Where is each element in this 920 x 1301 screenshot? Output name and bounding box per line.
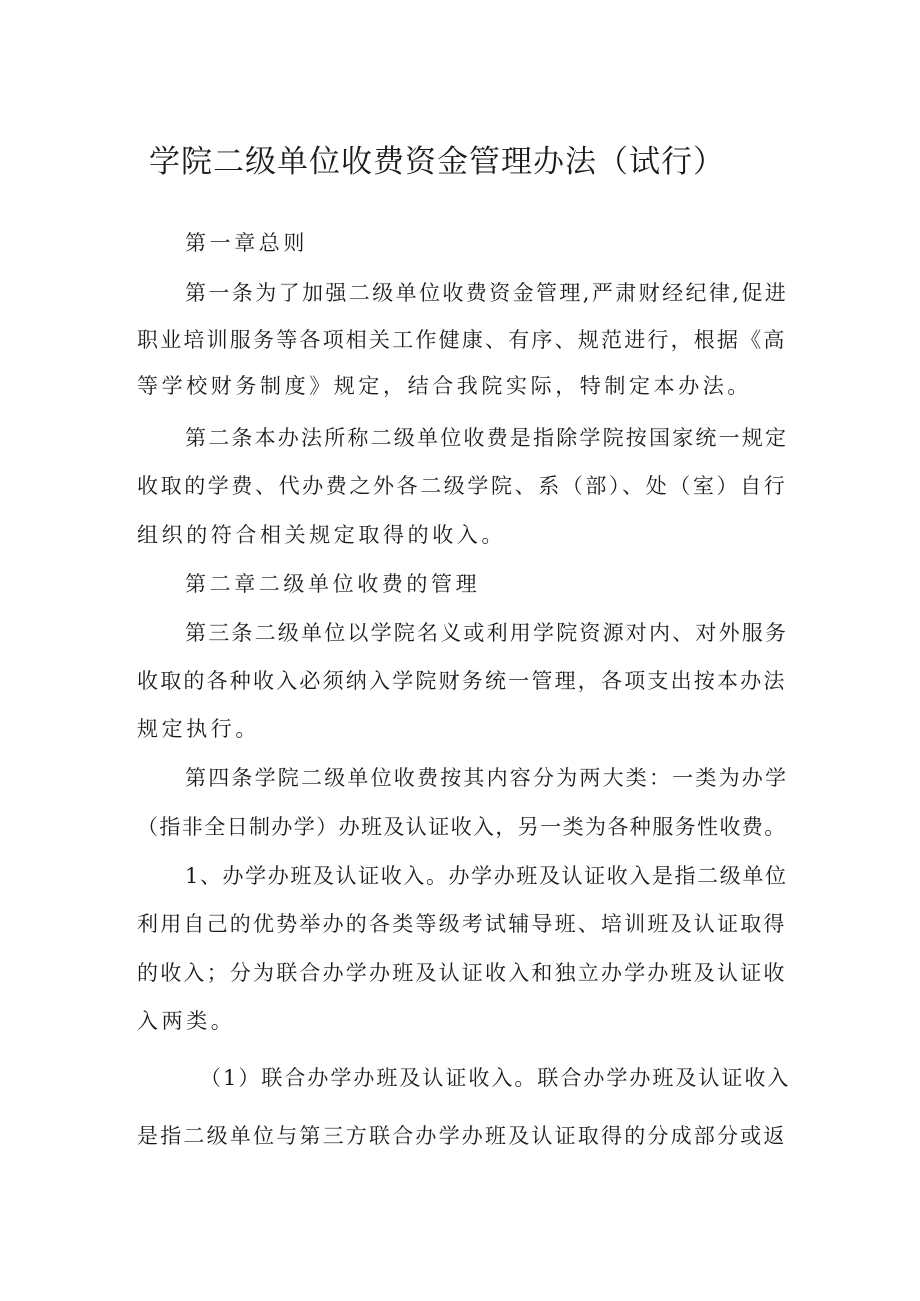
paragraph-line: 第三条二级单位以学院名义或利用学院资源对内、对外服务 — [185, 621, 789, 645]
paragraph-line: 规定执行。 — [137, 717, 260, 741]
paragraph-line: 利用自己的优势举办的各类等级考试辅导班、培训班及认证取得 — [137, 912, 787, 936]
chapter-heading: 第一章总则 — [185, 231, 308, 255]
paragraph-line: 第一条为了加强二级单位收费资金管理,严肃财经纪律,促进 — [185, 281, 789, 305]
paragraph-line: （1）联合办学办班及认证收入。联合办学办班及认证收入 — [200, 1066, 791, 1090]
paragraph-line: 组织的符合相关规定取得的收入。 — [137, 523, 506, 547]
document-title: 学院二级单位收费资金管理办法（试行） — [149, 144, 725, 180]
paragraph-line: 的收入；分为联合办学办班及认证收入和独立办学办班及认证收 — [137, 961, 787, 985]
paragraph-line: 职业培训服务等各项相关工作健康、有序、规范进行，根据《高 — [137, 328, 787, 352]
paragraph-line: 入两类。 — [137, 1009, 236, 1033]
paragraph-line: 收取的学费、代办费之外各二级学院、系（部）、处（室）自行 — [137, 474, 788, 498]
paragraph-line: 收取的各种收入必须纳入学院财务统一管理，各项支出按本办法 — [137, 669, 787, 693]
paragraph-line: 1、办学办班及认证收入。办学办班及认证收入是指二级单位 — [185, 864, 788, 888]
paragraph-line: 第二条本办法所称二级单位收费是指除学院按国家统一规定 — [185, 426, 789, 450]
paragraph-line: 是指二级单位与第三方联合办学办班及认证取得的分成部分或返 — [137, 1124, 787, 1148]
paragraph-line: 等学校财务制度》规定，结合我院实际，特制定本办法。 — [137, 374, 752, 398]
chapter-heading: 第二章二级单位收费的管理 — [185, 572, 481, 596]
paragraph-line: 第四条学院二级单位收费按其内容分为两大类：一类为办学 — [185, 766, 789, 790]
paragraph-line: （指非全日制办学）办班及认证收入，另一类为各种服务性收费。 — [137, 815, 787, 839]
